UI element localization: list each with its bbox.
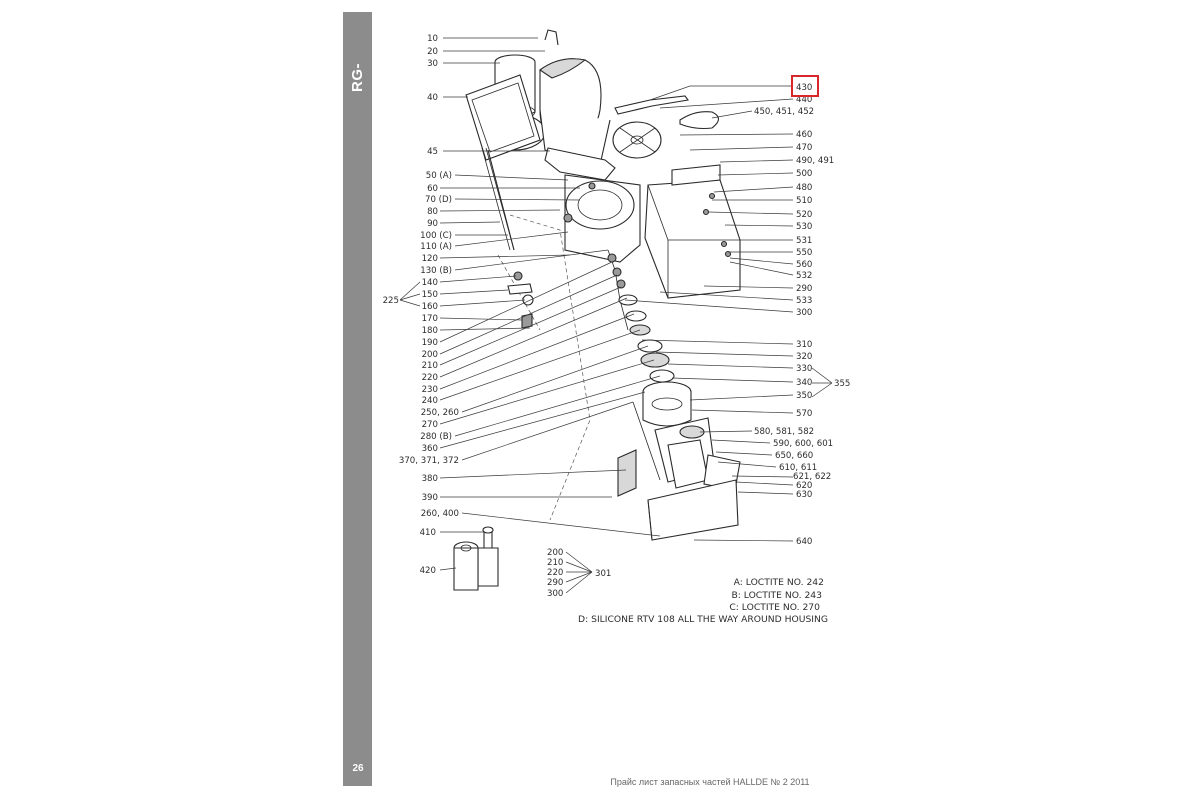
part-label: 180 [421, 326, 438, 336]
part-label: 200 [421, 350, 438, 360]
part-label: 190 [421, 338, 438, 348]
part-label: 520 [796, 210, 813, 220]
note-a: A: LOCTITE NO. 242 [733, 577, 824, 588]
part-label: 360 [421, 444, 438, 454]
part-label: 531 [796, 236, 813, 246]
part-label: 210 [547, 558, 564, 568]
part-label: 620 [796, 481, 813, 491]
page-number: 26 [352, 763, 364, 774]
part-label: 450, 451, 452 [754, 107, 815, 117]
note-d: D: SILICONE RTV 108 ALL THE WAY AROUND HOUSING [578, 614, 828, 625]
part-label: 270 [421, 420, 438, 430]
part-label: 530 [796, 222, 813, 232]
part-label: 330 [796, 364, 813, 374]
model-title: RG-200 [349, 63, 394, 93]
part-label: 150 [421, 290, 438, 300]
lid-housing [545, 148, 640, 262]
part-label: 340 [796, 378, 813, 388]
part-label: 250, 260 [420, 408, 459, 418]
part-label: 300 [547, 589, 564, 599]
part-label: 10 [427, 34, 438, 44]
part-label: 621, 622 [793, 472, 832, 482]
part-label: 570 [796, 409, 813, 419]
part-label: 280 (B) [420, 432, 452, 442]
part-label: 320 [796, 352, 813, 362]
part-label: 460 [796, 130, 813, 140]
part-label: 310 [796, 340, 813, 350]
part-label: 30 [427, 59, 438, 69]
part-label: 533 [796, 296, 813, 306]
part-label: 300 [796, 308, 813, 318]
footer-text: Прайс лист запасных частей HALLDE № 2 2011 [610, 777, 810, 787]
part-label: 200 [547, 548, 564, 558]
part-label: 260, 400 [420, 509, 459, 519]
part-label: 70 (D) [425, 195, 452, 205]
part-label: 290 [547, 578, 564, 588]
part-label: 220 [547, 568, 564, 578]
part-label: 90 [427, 219, 438, 229]
part-label: 610, 611 [779, 463, 818, 473]
part-label: 470 [796, 143, 813, 153]
part-label: 60 [427, 184, 438, 194]
part-label: 230 [421, 385, 438, 395]
part-label: 290 [796, 284, 813, 294]
part-label: 40 [427, 93, 438, 103]
note-b: B: LOCTITE NO. 243 [731, 590, 822, 601]
part-label: 50 (A) [425, 171, 452, 181]
part-label: 370, 371, 372 [398, 456, 459, 466]
left-part-labels [383, 34, 459, 576]
part-label: 380 [421, 474, 438, 484]
part-label: 532 [796, 271, 813, 281]
part-label-430: 430 [796, 83, 813, 93]
note-c: C: LOCTITE NO. 270 [729, 602, 820, 613]
part-label: 410 [419, 528, 436, 538]
part-label: 420 [419, 566, 436, 576]
discharge-box [645, 165, 740, 298]
part-label: 240 [421, 396, 438, 406]
group-label-355: 355 [834, 379, 851, 389]
part-label: 130 (B) [420, 266, 452, 276]
part-label: 500 [796, 169, 813, 179]
part-label: 350 [796, 391, 813, 401]
part-label: 170 [421, 314, 438, 324]
motor-assembly [618, 382, 740, 540]
assembly-notes [578, 577, 828, 625]
leader-lines [400, 38, 835, 593]
part-label: 490, 491 [796, 156, 835, 166]
plunger-parts [454, 527, 498, 590]
part-label: 100 (C) [420, 231, 452, 241]
feed-hopper [540, 30, 610, 165]
part-label: 550 [796, 248, 813, 258]
part-label: 480 [796, 183, 813, 193]
right-part-labels [754, 83, 850, 547]
part-label: 510 [796, 196, 813, 206]
part-label: 140 [421, 278, 438, 288]
part-label: 45 [427, 147, 438, 157]
machine-drawing [454, 30, 740, 590]
part-label: 590, 600, 601 [773, 439, 834, 449]
part-label: 640 [796, 537, 813, 547]
group-label-301: 301 [595, 569, 612, 579]
kit-301-labels [547, 548, 611, 599]
part-label: 650, 660 [775, 451, 814, 461]
part-label: 160 [421, 302, 438, 312]
part-label: 440 [796, 95, 813, 105]
part-label: 390 [421, 493, 438, 503]
part-label: 220 [421, 373, 438, 383]
part-label: 110 (A) [420, 242, 452, 252]
part-label: 560 [796, 260, 813, 270]
group-label-225: 225 [382, 296, 399, 306]
part-label: 20 [427, 47, 438, 57]
part-label: 630 [796, 490, 813, 500]
part-label: 210 [421, 361, 438, 371]
part-label: 580, 581, 582 [754, 427, 815, 437]
part-label: 120 [421, 254, 438, 264]
part-label: 80 [427, 207, 438, 217]
